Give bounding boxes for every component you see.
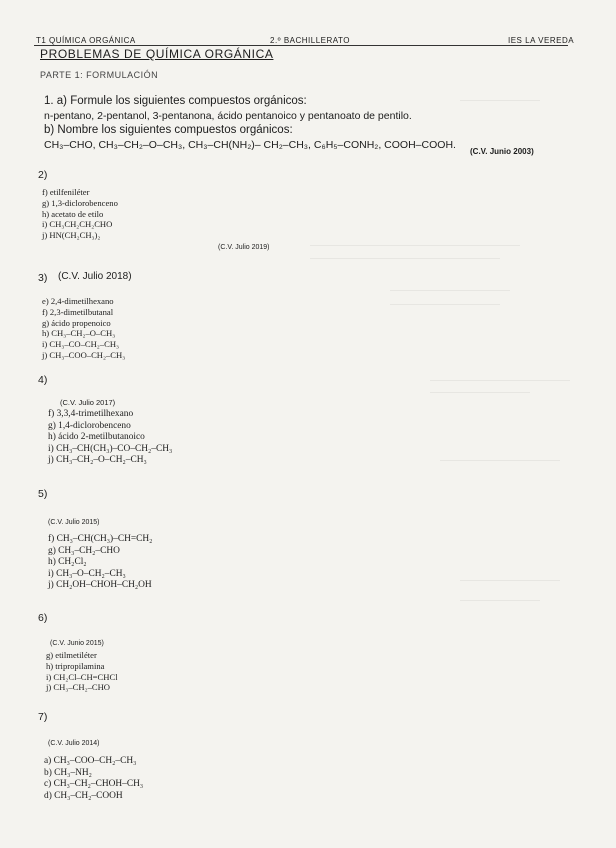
q3-number: 3): [38, 272, 48, 284]
q5-list: [48, 534, 152, 592]
q1-line: CH₃–CHO, CH₃–CH₂–O–CH₃, CH₃–CH(NH₂)– CH₂–CH₃, C₆H₅–CONH₂, COOH–COOH.: [44, 138, 456, 151]
part-heading: PARTE 1: FORMULACIÓN: [40, 70, 159, 80]
list-item: f) 3,3,4-trimetilhexano: [48, 409, 134, 419]
q7-number: 7): [38, 711, 48, 723]
header-subject: T1 QUÍMICA ORGÁNICA: [36, 36, 136, 45]
list-item: i) CH₃–O–CH₂–CH₃: [48, 568, 126, 579]
q2-source: (C.V. Julio 2019): [218, 244, 270, 251]
q5-number: 5): [38, 488, 48, 500]
list-item: g) 1,4-diclorobenceno: [48, 420, 131, 431]
q7-source: (C.V. Julio 2014): [48, 740, 100, 747]
q4-list: [48, 409, 172, 467]
list-item: g) etilmetiléter: [46, 650, 97, 660]
list-item: f) 2,3-dimetilbutanal: [42, 306, 114, 317]
list-item: g) ácido propenoico: [42, 317, 111, 328]
list-item: h) CH₃–CH₂–O–CH₃: [42, 328, 116, 339]
list-item: d) CH₃–CH₂–COOH: [44, 790, 123, 801]
q6-list: [46, 650, 118, 693]
q5-source: (C.V. Julio 2015): [48, 519, 100, 526]
list-item: j) HN(CH₂CH₃)₂: [42, 230, 101, 241]
list-item: i) CH₃–CO–CH₂–CH₃: [42, 339, 120, 350]
list-item: a) CH₃–COO–CH₂–CH₃: [44, 756, 137, 766]
list-item: f) CH₃–CH(CH₃)–CH=CH₂: [48, 534, 153, 544]
q7-list: [44, 756, 143, 802]
list-item: h) CH₂Cl₂: [48, 557, 87, 568]
list-item: i) CH₃CH₂CH₂CHO: [42, 219, 113, 230]
q3-source: (C.V. Julio 2018): [58, 271, 132, 282]
list-item: j) CH₂OH–CHOH–CH₂OH: [48, 580, 152, 591]
list-item: j) CH₃–CH₂–O–CH₂–CH₃: [48, 455, 147, 466]
list-item: c) CH₃–CH₂–CHOH–CH₃: [44, 779, 144, 790]
question-1: [44, 94, 574, 152]
q1-line: n-pentano, 2-pentanol, 3-pentanona, ácido pentanoico y pentanoato de pentilo.: [44, 109, 412, 122]
q1-line: 1. a) Formule los siguientes compuestos orgánicos:: [44, 95, 307, 107]
list-item: j) CH₃–CH₂–CHO: [46, 682, 111, 693]
q4-source: (C.V. Julio 2017): [60, 398, 116, 407]
q1-source: (C.V. Junio 2003): [470, 147, 534, 156]
list-item: h) ácido 2-metilbutanoico: [48, 432, 145, 443]
q4-number: 4): [38, 374, 48, 386]
q2-number: 2): [38, 169, 48, 181]
list-item: h) acetato de etilo: [42, 208, 104, 219]
list-item: g) CH₃–CH₂–CHO: [48, 545, 120, 556]
header-course: 2.º BACHILLERATO: [270, 36, 350, 45]
q6-number: 6): [38, 612, 48, 624]
header-school: IES LA VEREDA: [508, 36, 575, 45]
list-item: i) CH₂Cl–CH=CHCl: [46, 671, 118, 682]
list-item: b) CH₃–NH₂: [44, 767, 92, 778]
header-rule: [34, 45, 568, 46]
q1-line: b) Nombre los siguientes compuestos orgánicos:: [44, 124, 293, 136]
list-item: j) CH₃–COO–CH₂–CH₃: [42, 349, 126, 360]
list-item: g) 1,3-diclorobenceno: [42, 197, 118, 208]
list-item: i) CH₃–CH(CH₃)–CO–CH₂–CH₃: [48, 443, 173, 454]
q6-source: (C.V. Junio 2015): [50, 640, 104, 647]
q3-list: [42, 296, 125, 361]
page-title: PROBLEMAS DE QUÍMICA ORGÁNICA: [40, 47, 274, 61]
list-item: f) etilfeniléter: [42, 187, 90, 197]
list-item: e) 2,4-dimetilhexano: [42, 296, 114, 306]
q2-list: [42, 187, 118, 241]
list-item: h) tripropilamina: [46, 660, 105, 671]
